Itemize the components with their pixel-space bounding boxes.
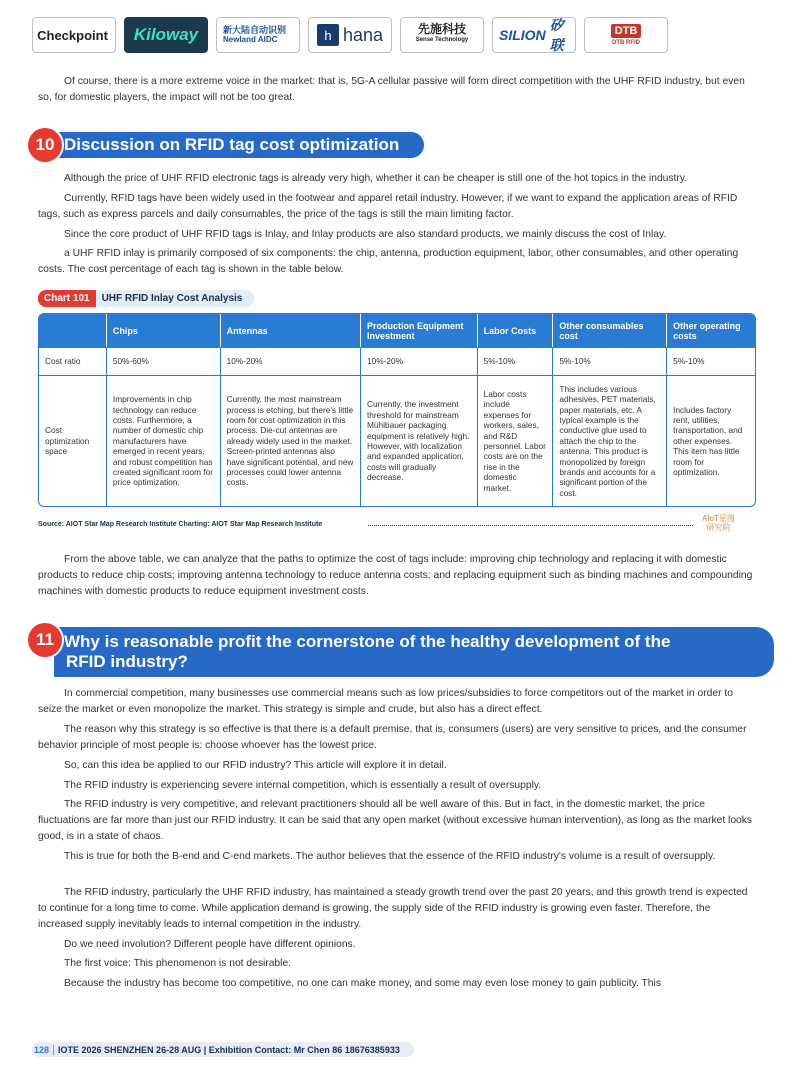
table-cell: 5%-10% [666, 347, 755, 375]
table-cell: Cost optimization space [39, 375, 106, 506]
paragraph: Since the core product of UHF RFID tags is Inlay, and Inlay products are also standard products, we mainly discuss the cost of Inlay. [64, 229, 667, 240]
chart-number: Chart 101 [38, 290, 96, 307]
table-cell: Cost ratio [39, 347, 106, 375]
chart-source: Source: AIOT Star Map Research Institute Charting: AIOT Star Map Research Institute [38, 521, 323, 528]
section-11-heading: 11 Why is reasonable profit the cornerstone of the healthy development of the RFID industry? [28, 627, 774, 677]
checkpoint-logo: Checkpoint [32, 17, 116, 53]
table-cell: Currently, the investment threshold for mainstream Mühlbauer packaging equipment is relatively high. However, with localization and expanded application, costs will gradually decrease. [360, 375, 477, 506]
kiloway-logo: Kiloway [124, 17, 208, 53]
page-footer [32, 1042, 414, 1057]
page-number: 128 [34, 1045, 54, 1055]
table-header: Other operating costs [666, 314, 755, 347]
table-header: Labor Costs [477, 314, 553, 347]
table-cell: Includes factory rent, utilities, transportation, and other expenses. This item has little room for optimization. [666, 375, 755, 506]
paragraph: Currently, RFID tags have been widely used in the footwear and apparel retail industry. However, if we want to expand the application areas of RFID tags, such as express parcels and daily consumables, the price of the tags is still the main limiting factor. [38, 193, 738, 220]
table-header: Antennas [220, 314, 360, 347]
intro-paragraph: Of course, there is a more extreme voice in the market: that is, 5G-A cellular passive will form direct competition with the UHF RFID industry, but even so, for domestic players, the impact will not be too great. [38, 76, 745, 103]
table-header [39, 314, 106, 347]
section-10-heading: 10 Discussion on RFID tag cost optimization [28, 132, 424, 158]
table-header-row [39, 314, 755, 347]
paragraph: The RFID industry, particularly the UHF RFID industry, has maintained a steady growth trend over the past 20 years, and this growth trend is expected to continue for a long time to come. While application demand is growing, the supply side of the RFID industry is growing even faster. Therefore, the increased supply inevitably leads to internal competition in the industry. [38, 887, 748, 930]
table-cell: Labor costs include expenses for workers, sales, and R&D personnel. Labor costs are on the rise in the domestic market. [477, 375, 553, 506]
table-cell: Currently, the most mainstream process is etching, but there's little room for cost optimization in this process. Die-cut antennas are already widely used in the market. Screen-printed antennas also have significant potential, and new processes could lower antenna costs. [220, 375, 360, 506]
paragraph: So, can this idea be applied to our RFID industry? This article will explore it in detail. [64, 760, 447, 771]
table-cell: 50%-60% [106, 347, 220, 375]
paragraph: The reason why this strategy is so effective is that there is a default premise, that is, consumers (users) are very sensitive to prices, and the consumer behavior principle of most people is: choose whoever has the lowest price. [38, 724, 747, 751]
hana-logo: h hana [308, 17, 392, 53]
cost-analysis-table [38, 313, 756, 507]
newland-logo: 新大陆自动识别 Newland AIDC [216, 17, 300, 53]
section-11-title: Why is reasonable profit the cornerstone of the healthy development of the RFID industry? [54, 627, 774, 677]
paragraph: The RFID industry is very competitive, and relevant practitioners should all be well aware of this. But in fact, in the domestic market, the price fluctuations are far more than just our RFID industry. It can be said that any open market (without excessive human intervention), as long as the market looks good, is in a state of chaos. [38, 799, 753, 842]
paragraph: Do we need involution? Different people have different opinions. [64, 939, 356, 950]
silion-logo: SILION 矽联 [492, 17, 576, 53]
section-10-title: Discussion on RFID tag cost optimization [64, 135, 400, 154]
table-header: Chips [106, 314, 220, 347]
paragraph: The first voice: This phenomenon is not desirable. [64, 958, 292, 969]
sponsor-logo-bar [32, 17, 668, 53]
chart-label [38, 290, 254, 307]
table-cell: 5%-10% [552, 347, 666, 375]
table-row [39, 375, 755, 506]
table-cell: Improvements in chip technology can reduce costs. Furthermore, a number of domestic chip manufacturers have emerged in recent years, and robust competition has created significant room for price optimization. [106, 375, 220, 506]
paragraph: From the above table, we can analyze that the paths to optimize the cost of tags include: improving chip technology and replacing it with domestic products to reduce chip costs; improving antenna technology to reduce antenna costs; and replacing equipment such as binding machines and compounding machines with domestic products to reduce equipment investment costs. [38, 554, 753, 597]
paragraph: a UHF RFID inlay is primarily composed of six components: the chip, antenna, production equipment, labor, other consumables, and other operating costs. The cost percentage of each tag is shown in the table below. [38, 248, 739, 275]
table-header: Production Equipment Investment [360, 314, 477, 347]
table-cell: 10%-20% [220, 347, 360, 375]
chart-title: UHF RFID Inlay Cost Analysis [96, 290, 255, 307]
paragraph: Because the industry has become too competitive, no one can make money, and some may even lose money to gain publicity. This [64, 978, 661, 989]
paragraph: This is true for both the B-end and C-end markets. The author believes that the essence of the RFID industry's volume is a result of oversupply. [64, 851, 716, 862]
table-cell: 10%-20% [360, 347, 477, 375]
table-cell: 5%-10% [477, 347, 553, 375]
divider [368, 525, 693, 526]
aiot-watermark-logo: AIoT星图 研究院 [702, 514, 735, 532]
footer-text: IOTE 2026 SHENZHEN 26-28 AUG | Exhibition Contact: Mr Chen 86 18676385933 [58, 1044, 400, 1055]
paragraph: The RFID industry is experiencing severe internal competition, which is essentially a result of oversupply. [64, 780, 542, 791]
dtb-logo: DTB DTB RFID [584, 17, 668, 53]
table-row [39, 347, 755, 375]
sense-logo: 先施科技 Sense Technology [400, 17, 484, 53]
table-header: Other consumables cost [552, 314, 666, 347]
paragraph: Although the price of UHF RFID electronic tags is already very high, whether it can be cheaper is still one of the hot topics in the industry. [64, 173, 688, 184]
paragraph: In commercial competition, many businesses use commercial means such as low prices/subsidies to force competitors out of the market in order to seize the market or even monopolize the market. This strategy is simple and crude, but also has a direct effect. [38, 688, 734, 715]
table-cell: This includes various adhesives, PET materials, paper materials, etc. A typical example is the conductive glue used to attach the chip to the antenna. This product is monopolized by foreign brands and accounts for a significant portion of the cost. [552, 375, 666, 506]
